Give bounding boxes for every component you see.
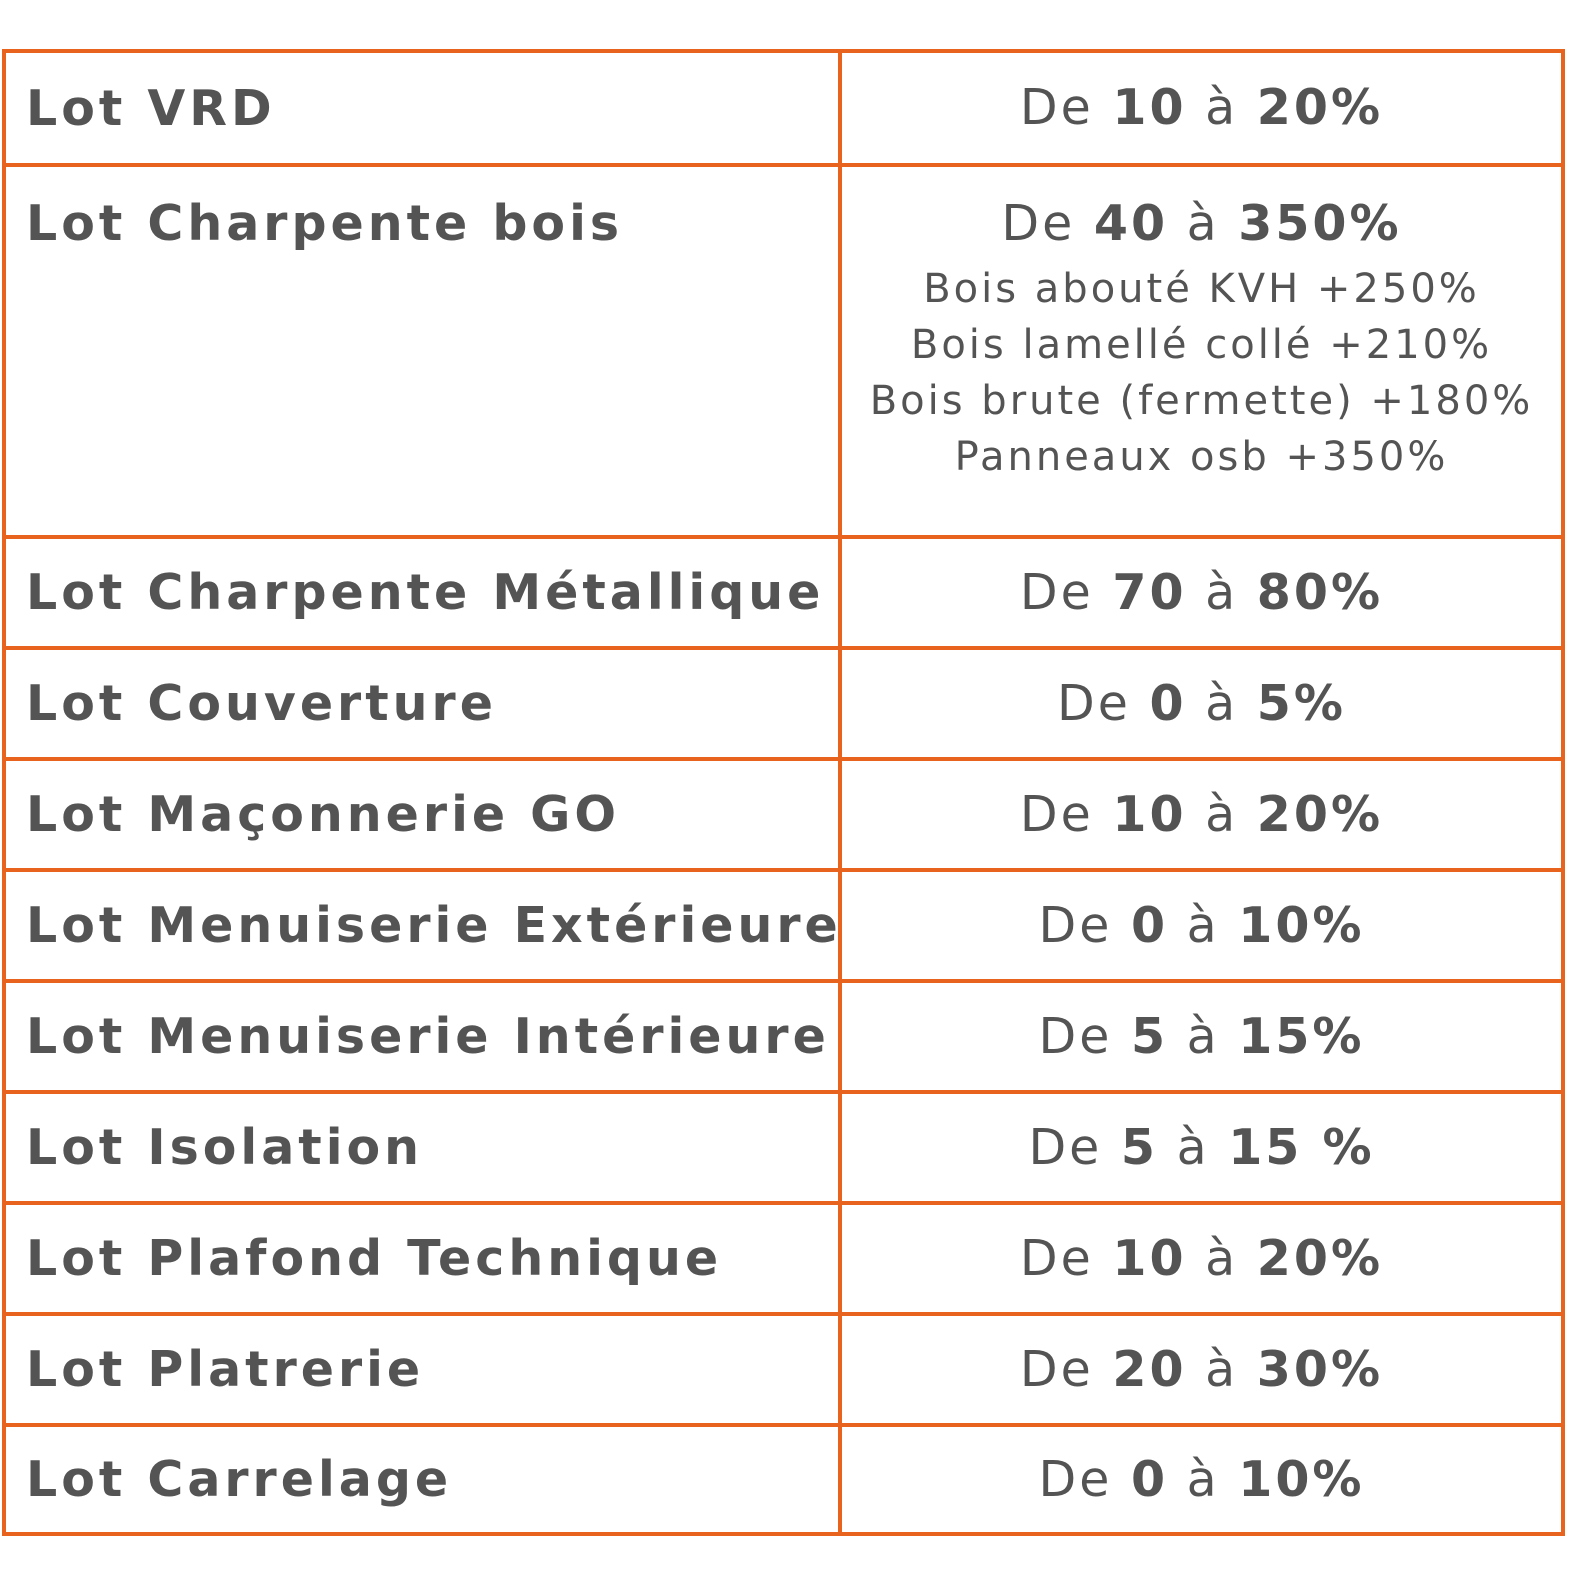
range-prefix: De xyxy=(1019,79,1094,136)
range-line xyxy=(1020,1230,1383,1288)
detail-line: Bois abouté KVH +250% xyxy=(923,266,1480,312)
row-label: Lot Menuiserie Intérieure xyxy=(6,983,842,1090)
range-from: 0 xyxy=(1130,896,1169,954)
range-prefix: De xyxy=(1019,785,1094,843)
row-value xyxy=(842,53,1561,163)
row-value xyxy=(842,650,1561,757)
range-sep: à xyxy=(1186,896,1220,954)
range-line xyxy=(1038,1451,1364,1509)
range-sep: à xyxy=(1205,1229,1239,1287)
range-from: 5 xyxy=(1120,1118,1159,1176)
range-line xyxy=(1001,195,1401,253)
range-from: 10 xyxy=(1112,785,1187,843)
range-from: 10 xyxy=(1112,79,1187,136)
detail-line: Bois lamellé collé +210% xyxy=(910,322,1493,368)
range-to: 30% xyxy=(1256,1340,1384,1398)
detail-lines xyxy=(870,261,1534,485)
range-from: 0 xyxy=(1149,674,1187,732)
range-sep: à xyxy=(1186,195,1220,252)
row-value xyxy=(842,1094,1561,1201)
row-label: Lot Menuiserie Extérieure xyxy=(6,872,842,979)
row-label: Lot Isolation xyxy=(6,1094,842,1201)
range-sep: à xyxy=(1205,79,1239,136)
range-prefix: De xyxy=(1057,674,1131,732)
range-prefix: De xyxy=(1038,896,1113,954)
range-line xyxy=(1057,675,1346,733)
row-label: Lot Charpente bois xyxy=(6,167,842,535)
range-to: 5% xyxy=(1256,674,1346,732)
detail-line: Panneaux osb +350% xyxy=(954,434,1449,480)
range-to: 20% xyxy=(1256,79,1384,136)
row-value xyxy=(842,1205,1561,1312)
row-value xyxy=(842,167,1561,535)
range-line xyxy=(1028,1119,1374,1177)
range-to: 80% xyxy=(1256,563,1384,621)
range-prefix: De xyxy=(1038,1007,1113,1065)
row-label: Lot Couverture xyxy=(6,650,842,757)
range-sep: à xyxy=(1205,1340,1239,1398)
range-to: 350% xyxy=(1238,195,1402,252)
table-row xyxy=(6,53,1561,163)
detail-line: Bois brute (fermette) +180% xyxy=(869,378,1534,424)
table-row xyxy=(6,163,1561,535)
table-row xyxy=(6,1423,1561,1532)
range-from: 20 xyxy=(1112,1340,1187,1398)
range-to: 20% xyxy=(1256,785,1384,843)
row-label: Lot Maçonnerie GO xyxy=(6,761,842,868)
range-to: 15 % xyxy=(1228,1118,1375,1176)
range-prefix: De xyxy=(1028,1118,1103,1176)
range-sep: à xyxy=(1186,1007,1220,1065)
row-value xyxy=(842,983,1561,1090)
row-label: Lot Platrerie xyxy=(6,1316,842,1423)
range-line xyxy=(1038,897,1364,955)
range-sep: à xyxy=(1205,674,1239,732)
range-sep: à xyxy=(1205,563,1239,621)
range-prefix: De xyxy=(1019,1229,1094,1287)
row-label: Lot Charpente Métallique xyxy=(6,539,842,646)
range-sep: à xyxy=(1205,785,1239,843)
table-row xyxy=(6,757,1561,868)
range-prefix: De xyxy=(1019,1340,1094,1398)
table-row xyxy=(6,535,1561,646)
row-value xyxy=(842,872,1561,979)
price-increase-table xyxy=(2,49,1565,1536)
range-to: 15% xyxy=(1238,1007,1365,1065)
range-to: 10% xyxy=(1238,1450,1365,1508)
range-from: 40 xyxy=(1093,195,1169,252)
range-line xyxy=(1038,1008,1364,1066)
row-value xyxy=(842,539,1561,646)
range-line xyxy=(1020,786,1383,844)
range-from: 10 xyxy=(1112,1229,1187,1287)
row-value xyxy=(842,761,1561,868)
table-row xyxy=(6,646,1561,757)
range-line xyxy=(1020,1341,1383,1399)
range-to: 20% xyxy=(1256,1229,1384,1287)
range-line xyxy=(1020,79,1383,137)
range-from: 70 xyxy=(1112,563,1187,621)
range-prefix: De xyxy=(1001,195,1076,252)
row-label: Lot Plafond Technique xyxy=(6,1205,842,1312)
table-row xyxy=(6,1201,1561,1312)
range-line xyxy=(1020,564,1383,622)
range-from: 5 xyxy=(1130,1007,1169,1065)
row-value xyxy=(842,1427,1561,1532)
range-sep: à xyxy=(1176,1118,1210,1176)
range-prefix: De xyxy=(1019,563,1094,621)
table-row xyxy=(6,868,1561,979)
range-to: 10% xyxy=(1238,896,1365,954)
row-value xyxy=(842,1316,1561,1423)
table-row xyxy=(6,1312,1561,1423)
table-row xyxy=(6,979,1561,1090)
range-from: 0 xyxy=(1130,1450,1169,1508)
range-sep: à xyxy=(1186,1450,1220,1508)
range-prefix: De xyxy=(1038,1450,1113,1508)
row-label: Lot Carrelage xyxy=(6,1427,842,1532)
table-row xyxy=(6,1090,1561,1201)
row-label: Lot VRD xyxy=(6,53,842,163)
